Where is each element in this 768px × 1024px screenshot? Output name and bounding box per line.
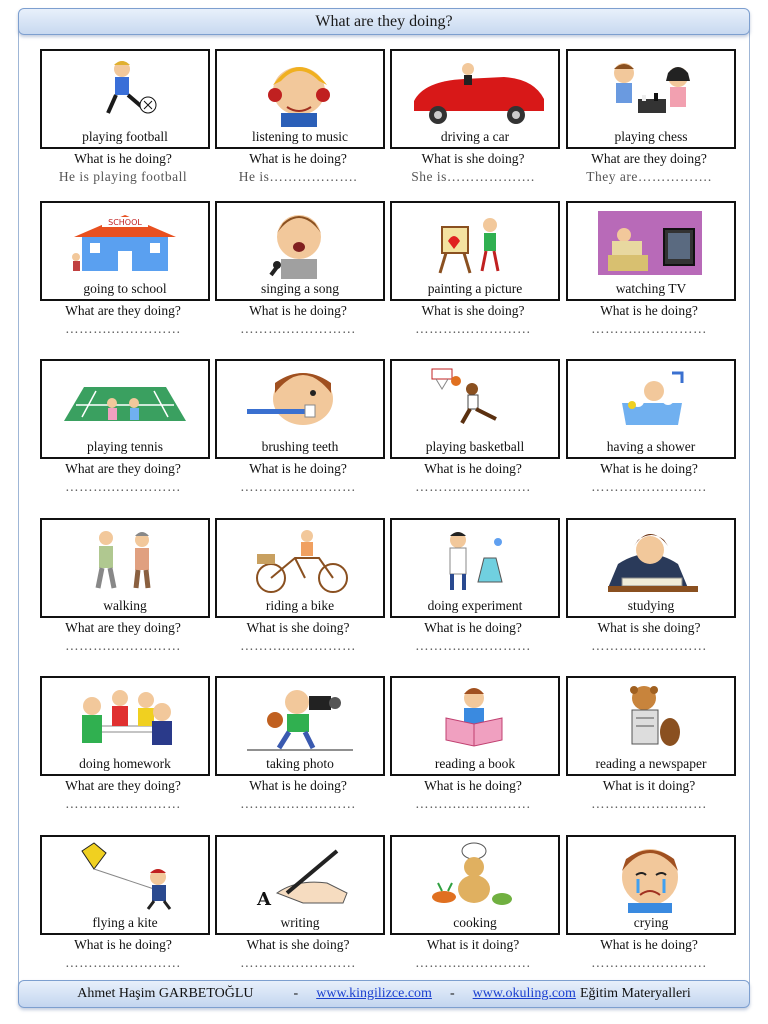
- picture-card: [566, 201, 736, 301]
- picture-card: [215, 359, 385, 459]
- picture-card: [390, 676, 560, 776]
- answer-line[interactable]: ……….……………: [65, 638, 181, 653]
- question-text: What is it doing?: [426, 937, 520, 952]
- picture-label: riding a bike: [265, 598, 335, 613]
- picture-label: reading a book: [434, 756, 516, 771]
- question-text: What is he doing?: [424, 461, 522, 476]
- answer-line[interactable]: ……….……………: [65, 479, 181, 494]
- school-building-icon: [42, 207, 208, 279]
- answer-line[interactable]: ……….……………: [240, 638, 356, 653]
- boy-crying-icon: [568, 841, 734, 913]
- answer-line[interactable]: ……….……………: [240, 955, 356, 970]
- boy-toothbrush-icon: [217, 365, 383, 437]
- answer-line[interactable]: ……….……………: [65, 955, 181, 970]
- basketball-player-icon: [392, 365, 558, 437]
- answer-line[interactable]: ……….……………: [65, 796, 181, 811]
- picture-card: [390, 49, 560, 149]
- picture-card: [566, 359, 736, 459]
- kids-chess-icon: [568, 55, 734, 127]
- answer-line[interactable]: ……….……………: [591, 796, 707, 811]
- answer-line[interactable]: ……….……………: [591, 955, 707, 970]
- picture-card: [40, 676, 210, 776]
- answer-line[interactable]: ……….……………: [415, 321, 531, 336]
- answer-line[interactable]: ……….……………: [65, 321, 181, 336]
- chef-animal-icon: [392, 841, 558, 913]
- question-text: What is he doing?: [600, 303, 698, 318]
- question-text: What are they doing?: [591, 151, 707, 166]
- picture-label: flying a kite: [92, 915, 158, 930]
- footer-author: Ahmet Haşim GARBETOĞLU: [77, 986, 254, 1001]
- picture-label: playing football: [82, 129, 168, 144]
- picture-label: crying: [633, 915, 669, 930]
- picture-card: [390, 518, 560, 618]
- answer-line[interactable]: They are…………….: [586, 169, 712, 184]
- boy-book-icon: [392, 682, 558, 754]
- question-text: What is he doing?: [74, 151, 172, 166]
- footer-separator: -: [293, 986, 299, 1001]
- picture-label: watching TV: [615, 281, 687, 296]
- boy-football-icon: [42, 55, 208, 127]
- question-text: What are they doing?: [65, 620, 181, 635]
- answer-line[interactable]: ……….……………: [415, 955, 531, 970]
- picture-card: [566, 49, 736, 149]
- picture-label: studying: [627, 598, 675, 613]
- boy-singing-icon: [217, 207, 383, 279]
- answer-line[interactable]: ……….……………: [415, 479, 531, 494]
- picture-label: playing chess: [614, 129, 688, 144]
- question-text: What is she doing?: [597, 620, 701, 635]
- picture-label: playing basketball: [425, 439, 525, 454]
- svg-text:A: A: [257, 889, 271, 910]
- page-title: [18, 8, 750, 35]
- picture-label: going to school: [83, 281, 167, 296]
- answer-line[interactable]: He is……………….: [238, 169, 358, 184]
- girl-studying-icon: [568, 524, 734, 596]
- picture-label: cooking: [453, 915, 497, 930]
- boy-kite-icon: [42, 841, 208, 913]
- footer-link-okuling[interactable]: www.okuling.com: [472, 986, 576, 1001]
- hand-pen-icon: [217, 841, 383, 913]
- picture-card: [566, 676, 736, 776]
- picture-label: taking photo: [266, 756, 334, 771]
- picture-label: painting a picture: [427, 281, 523, 296]
- picture-card: [566, 518, 736, 618]
- question-text: What is it doing?: [602, 778, 696, 793]
- picture-label: having a shower: [606, 439, 696, 454]
- picture-card: [215, 518, 385, 618]
- answer-line[interactable]: ……….……………: [591, 479, 707, 494]
- couple-walking-icon: [42, 524, 208, 596]
- red-car-icon: [392, 55, 558, 127]
- footer-separator-2: -: [449, 986, 455, 1001]
- picture-card: [215, 201, 385, 301]
- question-text: What is he doing?: [600, 461, 698, 476]
- answer-line[interactable]: ……….……………: [415, 796, 531, 811]
- picture-card: [40, 835, 210, 935]
- question-text: What is he doing?: [249, 151, 347, 166]
- picture-card: [215, 835, 385, 935]
- picture-card: [40, 359, 210, 459]
- footer: [18, 980, 750, 1008]
- footer-suffix: Eğitim Materyalleri: [579, 986, 691, 1001]
- picture-card: [566, 835, 736, 935]
- question-text: What is she doing?: [246, 937, 350, 952]
- answer-line[interactable]: ……….……………: [240, 479, 356, 494]
- picture-card: [40, 518, 210, 618]
- question-text: What is he doing?: [249, 778, 347, 793]
- picture-label: driving a car: [440, 129, 510, 144]
- question-text: What is he doing?: [249, 303, 347, 318]
- tennis-court-icon: [42, 365, 208, 437]
- answer-line[interactable]: ……….……………: [591, 638, 707, 653]
- man-tv-icon: [568, 207, 734, 279]
- picture-label: reading a newspaper: [595, 756, 707, 771]
- question-text: What is he doing?: [424, 778, 522, 793]
- boy-headphones-icon: [217, 55, 383, 127]
- answer-line[interactable]: ……….……………: [415, 638, 531, 653]
- question-text: What is she doing?: [246, 620, 350, 635]
- picture-card: [390, 359, 560, 459]
- girl-painting-icon: [392, 207, 558, 279]
- picture-card: [390, 201, 560, 301]
- picture-label: doing homework: [79, 756, 171, 771]
- page-title-text: What are they doing?: [315, 12, 453, 30]
- answer-line[interactable]: She is……………….: [411, 169, 535, 184]
- picture-label: brushing teeth: [261, 439, 339, 454]
- picture-card: [40, 201, 210, 301]
- svg-text:SCHOOL: SCHOOL: [108, 218, 142, 227]
- picture-card: [215, 676, 385, 776]
- answer-line[interactable]: ……….……………: [240, 321, 356, 336]
- picture-label: singing a song: [260, 281, 339, 296]
- answer-line[interactable]: He is playing football: [58, 169, 188, 184]
- question-text: What is he doing?: [424, 620, 522, 635]
- picture-label: listening to music: [252, 129, 348, 144]
- question-text: What is he doing?: [74, 937, 172, 952]
- picture-card: [215, 49, 385, 149]
- question-text: What are they doing?: [65, 461, 181, 476]
- footer-link-kingilizce[interactable]: www.kingilizce.com: [316, 986, 432, 1001]
- picture-card: [390, 835, 560, 935]
- girl-bicycle-icon: [217, 524, 383, 596]
- answer-line[interactable]: ……….……………: [591, 321, 707, 336]
- question-text: What is he doing?: [249, 461, 347, 476]
- question-text: What is she doing?: [421, 303, 525, 318]
- boy-camera-icon: [217, 682, 383, 754]
- baby-bath-icon: [568, 365, 734, 437]
- question-text: What is he doing?: [600, 937, 698, 952]
- picture-label: doing experiment: [427, 598, 523, 613]
- beaver-newspaper-icon: [568, 682, 734, 754]
- question-text: What are they doing?: [65, 778, 181, 793]
- answer-line[interactable]: ……….……………: [240, 796, 356, 811]
- picture-label: walking: [103, 598, 147, 613]
- picture-label: playing tennis: [86, 439, 164, 454]
- scientist-icon: [392, 524, 558, 596]
- kids-homework-icon: [42, 682, 208, 754]
- picture-card: [40, 49, 210, 149]
- question-text: What are they doing?: [65, 303, 181, 318]
- question-text: What is she doing?: [421, 151, 525, 166]
- picture-label: writing: [280, 915, 320, 930]
